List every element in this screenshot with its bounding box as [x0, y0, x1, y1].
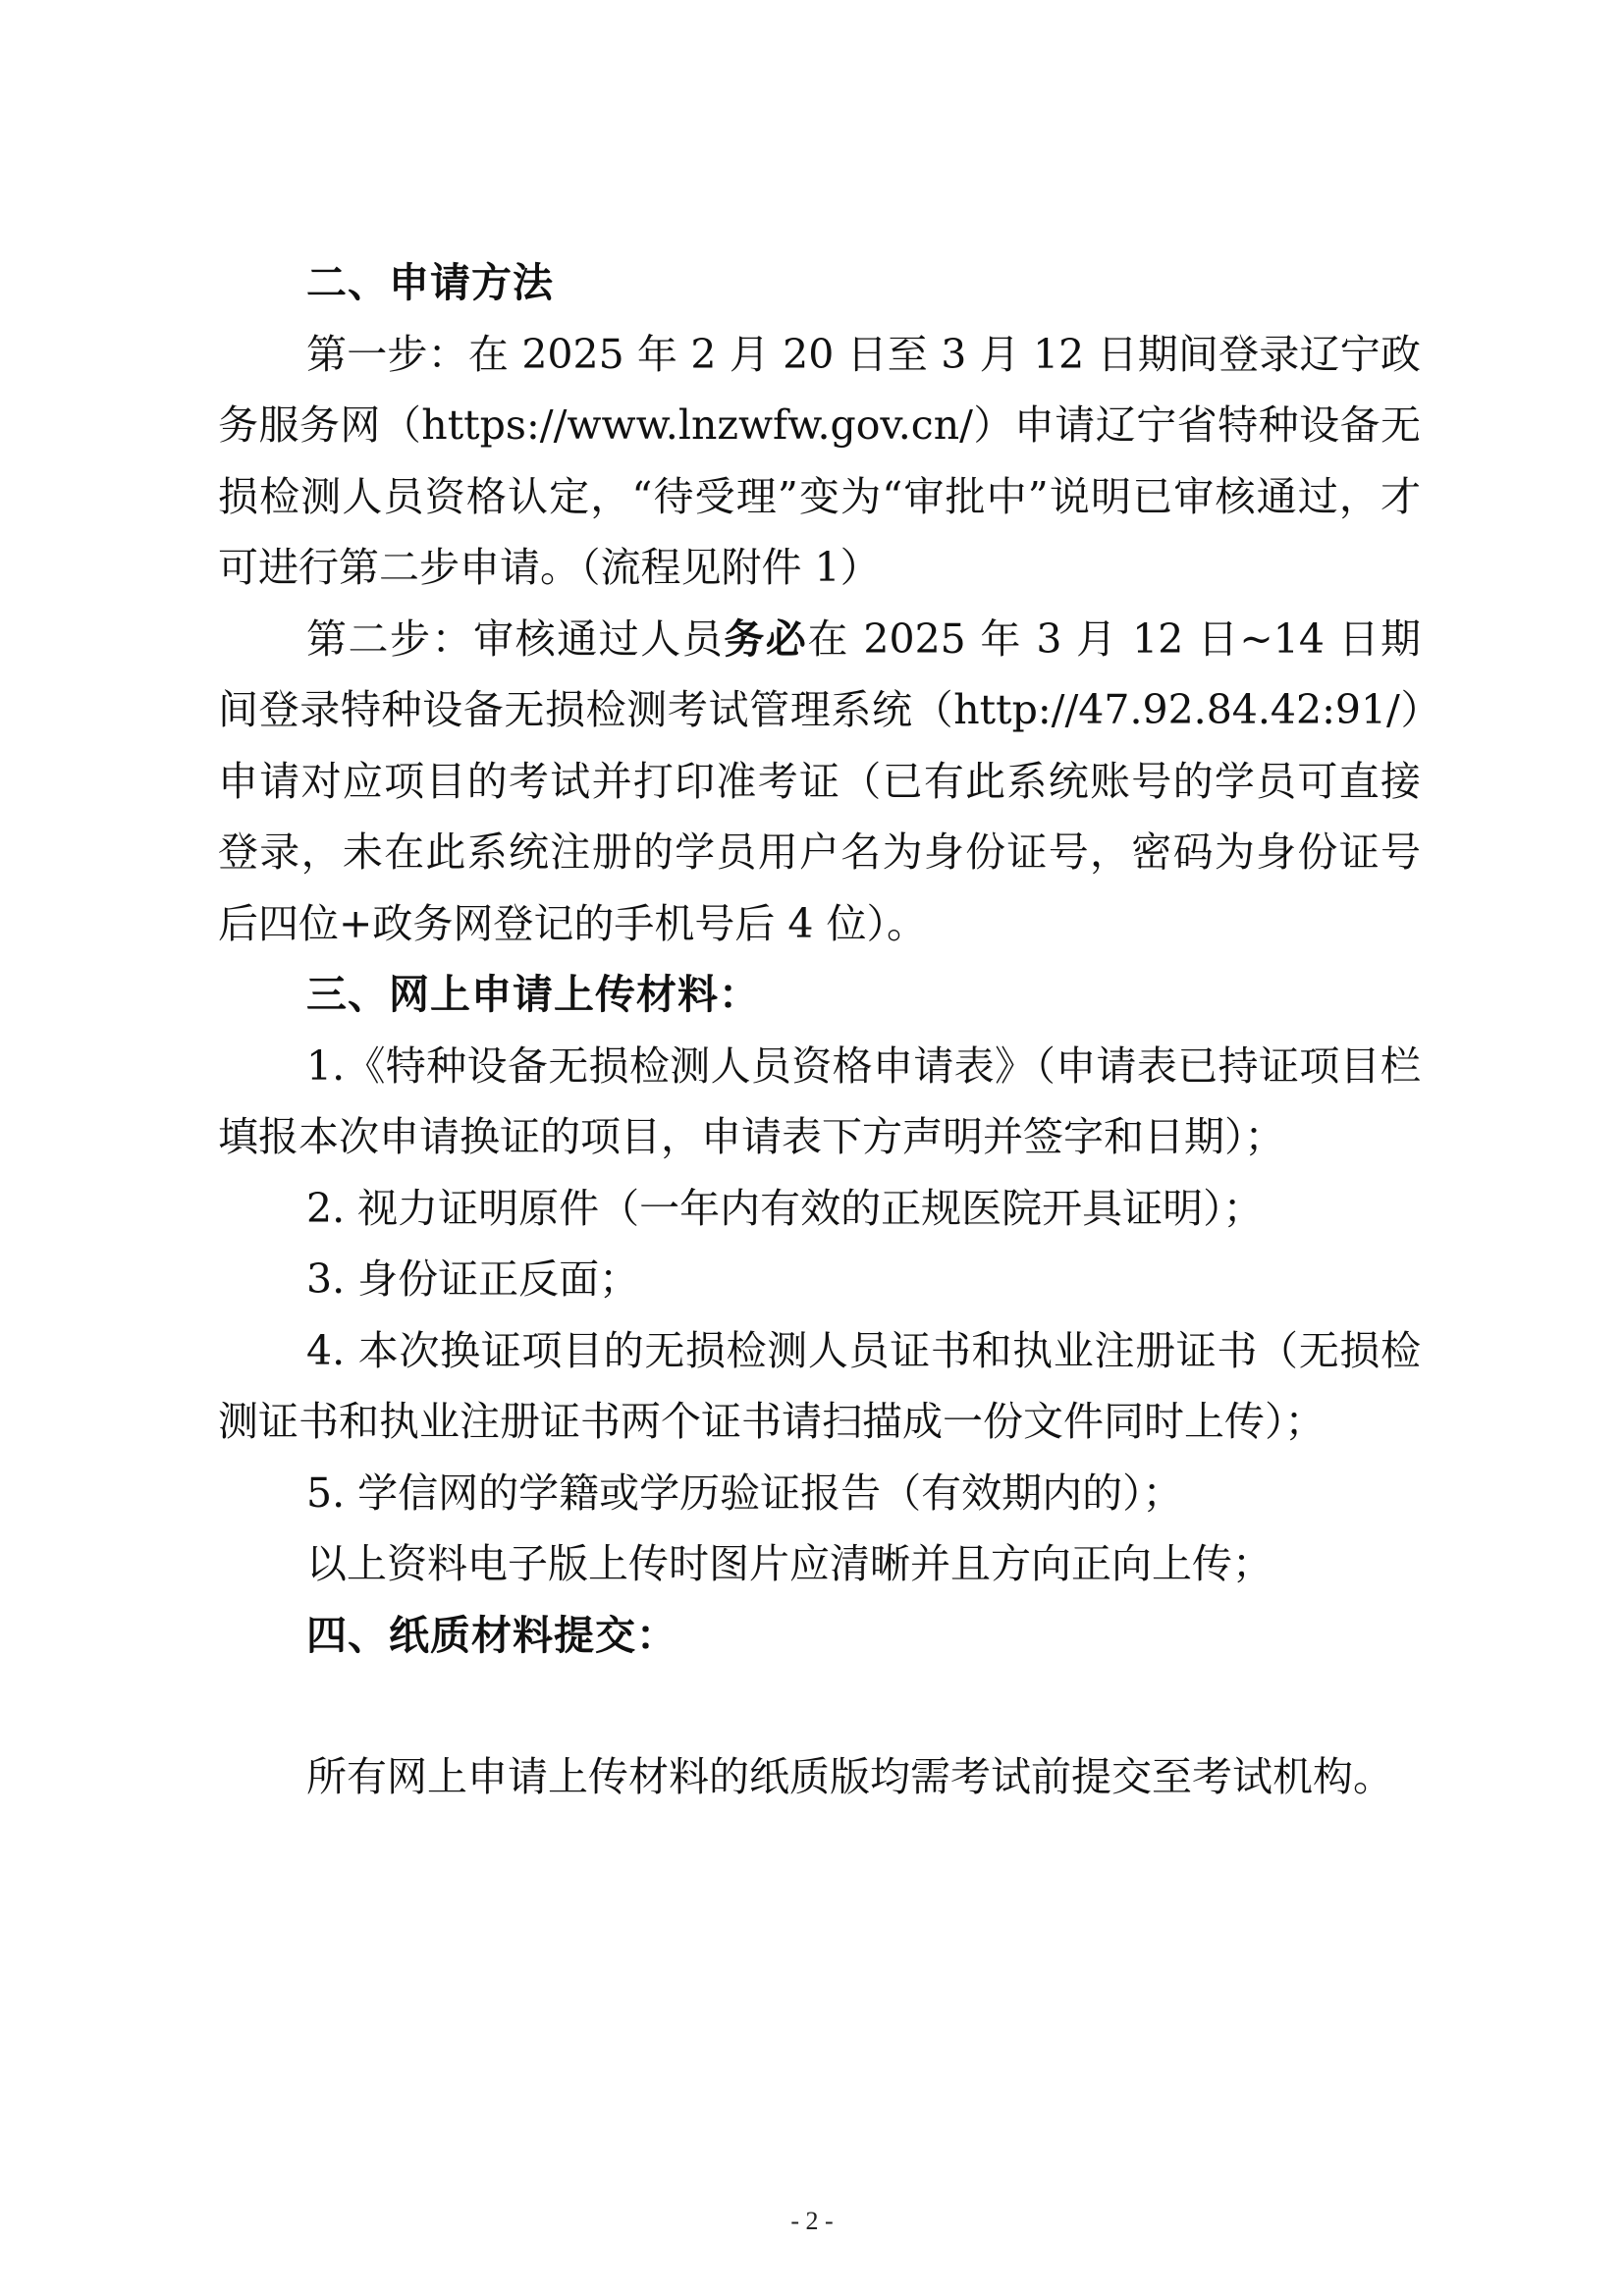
list-item: 3. 身份证正反面； [306, 1255, 640, 1303]
paragraph-paper-submission: 所有网上申请上传材料的纸质版均需考试前提交至考试机构。 [306, 1753, 1393, 1800]
document-body [218, 247, 1421, 1813]
list-item: 1.《特种设备无损检测人员资格申请表》（申请表已持证项目栏填报本次申请换证的项目，申请表下方声明并签字和日期）； [218, 1041, 1421, 1160]
list-item: 5. 学信网的学籍或学历验证报告（有效期内的）； [306, 1468, 1183, 1517]
list-item: 4. 本次换证项目的无损检测人员证书和执业注册证书（无损检测证书和执业注册证书两个证书请扫描成一份文件同时上传）； [218, 1326, 1421, 1445]
section-heading-upload-materials: 三、网上申请上传材料： [306, 971, 760, 1018]
section-heading-application-method: 二、申请方法 [306, 259, 554, 306]
paragraph-step-two [218, 604, 1421, 960]
list-item: 以上资料电子版上传时图片应清晰并且方向正向上传； [306, 1540, 1272, 1587]
paragraph-step-one: 第一步：在 2025 年 2 月 20 日至 3 月 12 日期间登录辽宁政务服务网（https://www.lnzwfw.gov.cn/）申请辽宁省特种设备无损检测人员资格认定，“待受理”变为“审批中”说明已审核通过，才可进行第二步申请。（流程见附件 1） [218, 330, 1421, 591]
step-two-rest: 在 2025 年 3 月 12 日~14 日期间登录特种设备无损检测考试管理系统（http://47.92.84.42:91/）申请对应项目的考试并打印准考证（已有此系统账号的学员可直接登录，未在此系统注册的学员用户名为身份证号，密码为身份证号后四位+政务网登记的手机号后 4 位）。 [218, 614, 1422, 947]
spacer [218, 1671, 1421, 1741]
step-two-prefix: 第二步：审核通过人员 [306, 614, 725, 663]
list-item: 2. 视力证明原件（一年内有效的正规医院开具证明）； [306, 1184, 1264, 1232]
page-number: - 2 - [790, 2207, 834, 2235]
step-two-emphasis: 务必 [724, 614, 808, 663]
section-heading-paper-materials: 四、纸质材料提交： [306, 1611, 677, 1659]
